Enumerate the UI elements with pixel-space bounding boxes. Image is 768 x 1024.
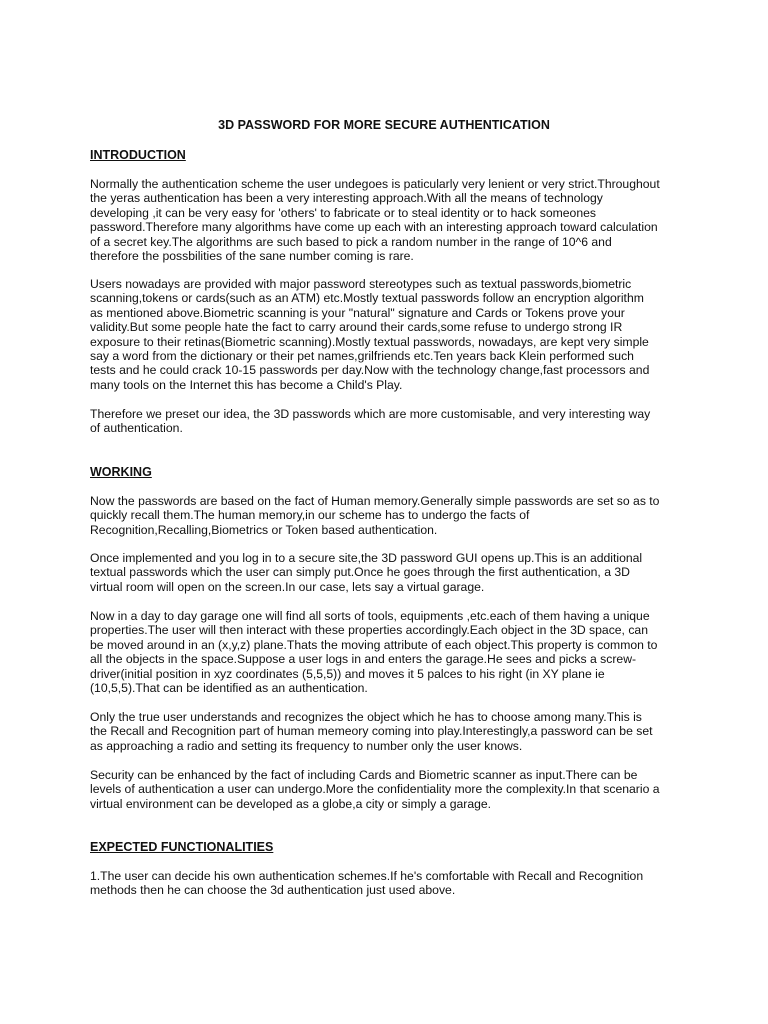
paragraph xyxy=(90,177,690,263)
text-line: as mentioned above.Biometric scanning is your "natural" signature and Cards or Tokens prove your xyxy=(90,305,625,320)
text-line: all the objects in the space.Suppose a user logs in and enters the garage.He sees and picks a screw- xyxy=(90,652,637,667)
text-line: developing ,it can be very easy for 'others' to fabricate or to steal identity or to hack someones xyxy=(90,205,596,220)
text-line: textual passwords which the user can simply put.Once he goes through the first authentication, a 3D xyxy=(90,565,630,580)
text-line: Only the true user understands and recognizes the object which he has to choose among many.This is xyxy=(90,710,642,724)
text-line: say a word from the dictionary or their pet names,grilfriends etc.Ten years back Klein performed such xyxy=(90,349,634,364)
text-line: Therefore we preset our idea, the 3D passwords which are more customisable, and very interesting way xyxy=(90,407,651,421)
text-line: tests and he could crack 10-15 passwords per day.Now with the technology change,fast processors and xyxy=(90,363,650,378)
section-heading-introduction: INTRODUCTION xyxy=(90,148,186,162)
text-line: driver(initial position in xyz coordinates (5,5,5)) and moves it 5 palces to his right (in XY plane ie xyxy=(90,666,605,681)
paragraph xyxy=(90,768,690,811)
paragraph xyxy=(90,494,690,537)
text-line: virtual environment can be developed as a globe,a city or simply a garage. xyxy=(90,796,492,811)
text-line: virtual room will open on the screen.In our case, lets say a virtual garage. xyxy=(90,579,485,594)
section-heading-working: WORKING xyxy=(90,465,152,479)
text-line: the yeras authentication has been a very interesting approach.With all the means of technology xyxy=(90,191,603,206)
text-line: methods then he can choose the 3d authentication just used above. xyxy=(90,883,456,898)
text-line: Now the passwords are based on the fact of Human memory.Generally simple passwords are set so as to xyxy=(90,494,660,508)
paragraph xyxy=(90,551,690,594)
text-line: as approaching a radio and setting its frequency to number only the user knows. xyxy=(90,738,523,753)
text-line: validity.But some people hate the fact to carry around their cards,some refuse to undergo strong IR xyxy=(90,320,623,335)
paragraph xyxy=(90,407,690,436)
document-page xyxy=(90,0,690,1024)
text-line: of authentication. xyxy=(90,421,183,436)
text-line: levels of authentication a user can undergo.More the confidentiality more the complexity.In that scenario a xyxy=(90,782,660,797)
text-line: Normally the authentication scheme the user undegoes is paticularly very lenient or very strict.Throughout xyxy=(90,177,660,191)
section-heading-expected-functionalities: EXPECTED FUNCTIONALITIES xyxy=(90,840,274,854)
text-line: of a secret key.The algorithms are such based to pick a random number in the range of 10^6 and xyxy=(90,234,612,249)
text-line: (10,5,5).That can be identified as an authentication. xyxy=(90,681,368,696)
text-line: Once implemented and you log in to a secure site,the 3D password GUI opens up.This is an additional xyxy=(90,551,643,565)
document-title: 3D PASSWORD FOR MORE SECURE AUTHENTICATION xyxy=(218,118,550,132)
text-line: quickly recall them.The human memory,in our scheme has to undergo the facts of xyxy=(90,508,530,523)
text-line: 1.The user can decide his own authentication schemes.If he's comfortable with Recall and Recognition xyxy=(90,869,644,883)
text-line: Now in a day to day garage one will find all sorts of tools, equipments ,etc.each of them having a unique xyxy=(90,609,650,623)
text-line: be moved around in an (x,y,z) plane.Thats the moving attribute of each object.This property is common to xyxy=(90,637,658,652)
text-line: many tools on the Internet this has become a Child's Play. xyxy=(90,377,403,392)
text-line: the Recall and Recognition part of human memeory coming into play.Interestingly,a password can be set xyxy=(90,724,653,739)
text-line: Users nowadays are provided with major password stereotypes such as textual passwords,biometric xyxy=(90,277,632,291)
text-line: Security can be enhanced by the fact of including Cards and Biometric scanner as input.There can be xyxy=(90,768,638,782)
text-line: scanning,tokens or cards(such as an ATM) etc.Mostly textual passwords follow an encryption algorithm xyxy=(90,291,644,306)
text-line: properties.The user will then interact with these properties accordingly.Each object in the 3D space, can xyxy=(90,623,648,638)
text-line: Recognition,Recalling,Biometrics or Token based authentication. xyxy=(90,522,438,537)
paragraph xyxy=(90,277,690,392)
text-line: password.Therefore many algorithms have come up each with an interesting approach toward calculation xyxy=(90,220,658,235)
paragraph xyxy=(90,710,690,753)
paragraph xyxy=(90,609,690,695)
text-line: exposure to their retinas(Biometric scanning).Mostly textual passwords, nowadays, are kept very simple xyxy=(90,334,649,349)
text-line: therefore the possbilities of the sane number coming is rare. xyxy=(90,249,414,264)
paragraph xyxy=(90,869,690,898)
